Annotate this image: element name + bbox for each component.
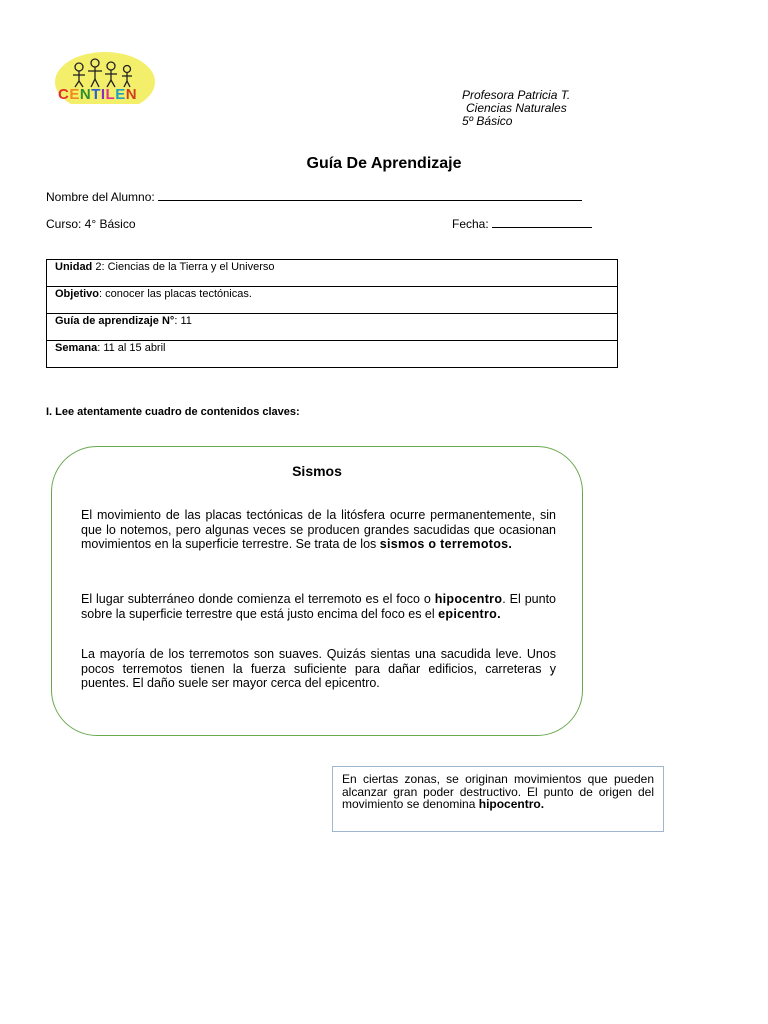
note-text: En ciertas zonas, se originan movimientos que pueden alcanzar gran poder destructivo. El punto de origen del movimiento se denomina — [342, 772, 654, 811]
table-cell — [47, 341, 618, 368]
instruction-text: I. Lee atentamente cuadro de contenidos claves: — [46, 406, 300, 418]
paragraph-bold: sismos o terremotos. — [379, 537, 513, 551]
note-bold: hipocentro. — [478, 797, 545, 811]
subject-name: Ciencias Naturales — [466, 101, 567, 115]
card-title: Sismos — [292, 463, 342, 479]
date-label: Fecha: — [452, 217, 489, 231]
paragraph-text: El movimiento de las placas tectónicas de la litósfera ocurre permanentemente, sin que lo notemos, pero algunas veces se producen grandes sacudidas que ocasionan movimientos en la superficie terrestre. Se trata de los — [81, 508, 556, 551]
course-field: Curso: 4° Básico — [46, 217, 136, 231]
content-card — [51, 446, 583, 736]
svg-text:CENTILEN: CENTILEN — [58, 86, 138, 103]
table-row — [47, 260, 618, 287]
table-row — [47, 341, 618, 368]
row-value: : 11 al 15 abril — [97, 342, 166, 354]
table-cell — [47, 287, 618, 314]
paragraph-bold: epicentro. — [438, 606, 501, 621]
row-label: Objetivo — [55, 288, 100, 300]
school-logo — [55, 52, 165, 104]
card-paragraph-1 — [81, 508, 556, 552]
teacher-name: Profesora Patricia T. — [462, 88, 571, 102]
grade-level: 5º Básico — [462, 114, 513, 128]
row-value: : conocer las placas tectónicas. — [99, 288, 252, 300]
row-label: Semana — [55, 342, 98, 354]
student-name-field[interactable] — [46, 190, 582, 204]
row-label: Guía de aprendizaje N° — [55, 315, 175, 327]
row-label: Unidad — [55, 261, 93, 273]
row-value: : 11 — [174, 315, 192, 327]
page-title: Guía De Aprendizaje — [306, 155, 462, 172]
table-row — [47, 287, 618, 314]
header-info — [462, 89, 570, 128]
card-paragraph-2 — [81, 592, 556, 621]
info-table — [46, 259, 618, 368]
paragraph-text: El lugar subterráneo donde comienza el terremoto es el foco o — [81, 592, 435, 606]
paragraph-text: . El punto sobre la superficie terrestre que está justo encima del foco es el — [81, 592, 556, 621]
table-row — [47, 314, 618, 341]
table-cell — [47, 260, 618, 287]
row-value: 2: Ciencias de la Tierra y el Universo — [92, 261, 275, 273]
date-line[interactable] — [492, 217, 592, 228]
student-name-line[interactable] — [158, 190, 582, 201]
paragraph-bold: hipocentro — [434, 592, 503, 606]
logo-graphic — [55, 52, 165, 104]
student-name-label: Nombre del Alumno: — [46, 190, 155, 204]
date-field[interactable] — [452, 217, 592, 231]
note-box — [332, 766, 664, 832]
table-cell — [47, 314, 618, 341]
card-paragraph-3: La mayoría de los terremotos son suaves. Quizás sientas una sacudida leve. Unos pocos terremotos tienen la fuerza suficiente para dañar edificios, carreteras y puentes. El daño suele ser mayor cerca del epicentro. — [81, 647, 556, 690]
